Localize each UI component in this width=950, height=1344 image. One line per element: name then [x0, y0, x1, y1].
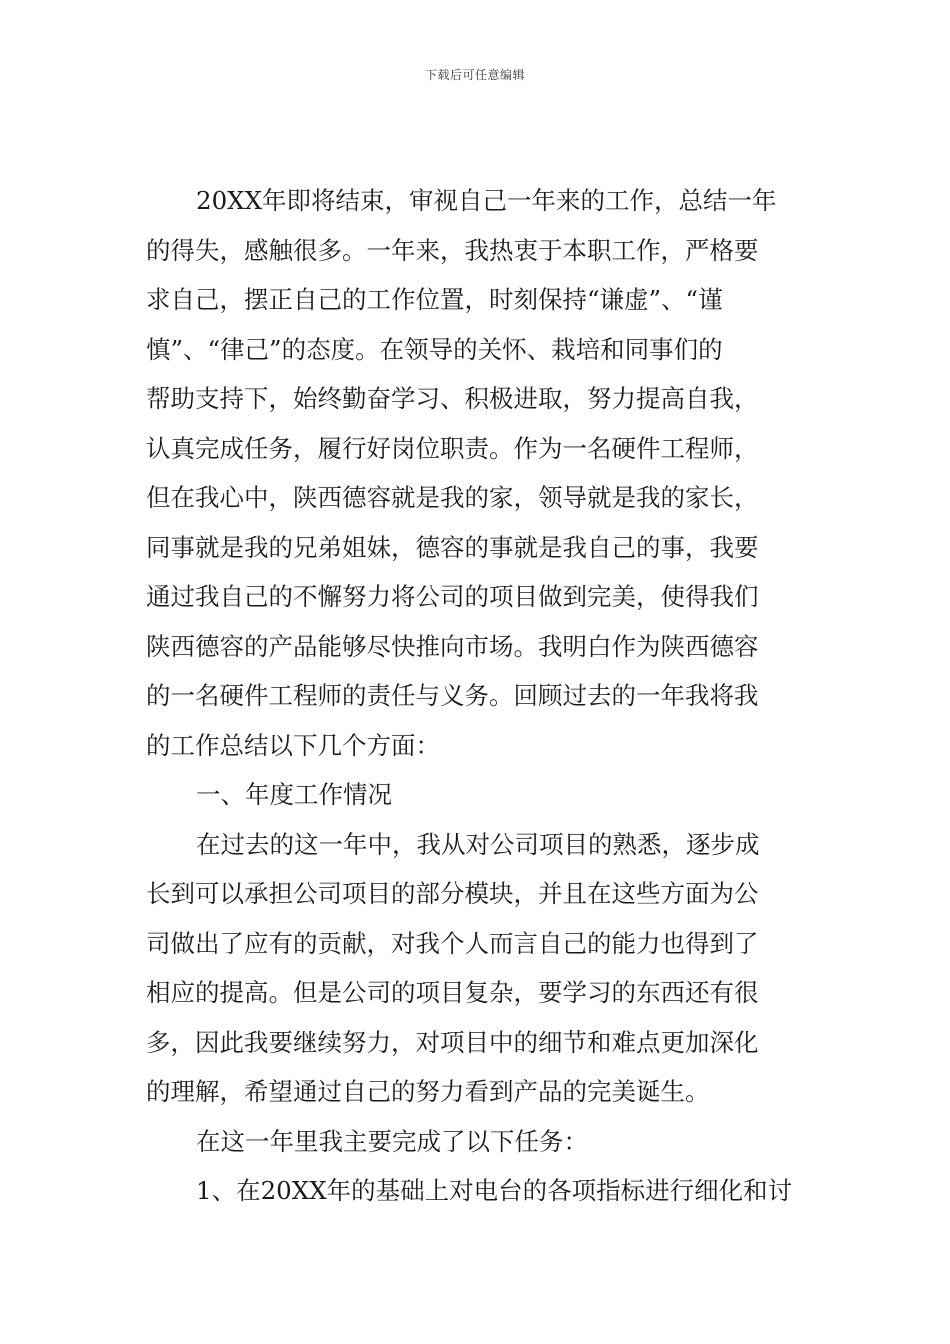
section-heading: 一、年度工作情况 [196, 780, 392, 809]
text-line: 相应的提高。但是公司的项目复杂，要学习的东西还有很 [146, 978, 759, 1007]
text-line: 但在我心中，陕西德容就是我的家，领导就是我的家长， [146, 483, 759, 512]
text-line: 同事就是我的兄弟姐妹，德容的事就是我自己的事，我要 [146, 532, 759, 562]
text-line: 慎”、“律己”的态度。在领导的关怀、栽培和同事们的 [146, 334, 723, 364]
list-item: 1、在20XX年的基础上对电台的各项指标进行细化和讨 [196, 1176, 793, 1205]
text-line: 在这一年里我主要完成了以下任务： [196, 1126, 588, 1156]
text-line: 认真完成任务，履行好岗位职责。作为一名硬件工程师， [146, 433, 759, 463]
text-line: 多，因此我要继续努力，对项目中的细节和难点更加深化 [146, 1027, 759, 1057]
text-line: 20XX年即将结束，审视自己一年来的工作，总结一年 [196, 186, 777, 215]
text-line: 的理解，希望通过自己的努力看到产品的完美诞生。 [146, 1077, 710, 1106]
text-line: 帮助支持下，始终勤奋学习、积极进取，努力提高自我， [146, 384, 759, 413]
text-line: 的得失，感触很多。一年来，我热衷于本职工作，严格要 [146, 235, 759, 265]
text-line: 司做出了应有的贡献，对我个人而言自己的能力也得到了 [146, 928, 759, 958]
text-line: 的一名硬件工程师的责任与义务。回顾过去的一年我将我 [146, 681, 759, 710]
text-line: 长到可以承担公司项目的部分模块，并且在这些方面为公 [146, 879, 759, 908]
page-header: 下载后可任意编辑 [424, 68, 525, 82]
text-line: 通过我自己的不懈努力将公司的项目做到完美，使得我们 [146, 582, 759, 611]
text-line: 陕西德容的产品能够尽快推向市场。我明白作为陕西德容 [146, 631, 759, 661]
text-line: 求自己，摆正自己的工作位置，时刻保持“谦虚”、“谨 [146, 285, 723, 314]
text-line: 的工作总结以下几个方面： [146, 730, 440, 760]
text-line: 在过去的这一年中，我从对公司项目的熟悉，逐步成 [196, 829, 760, 859]
document-body [146, 176, 806, 1216]
